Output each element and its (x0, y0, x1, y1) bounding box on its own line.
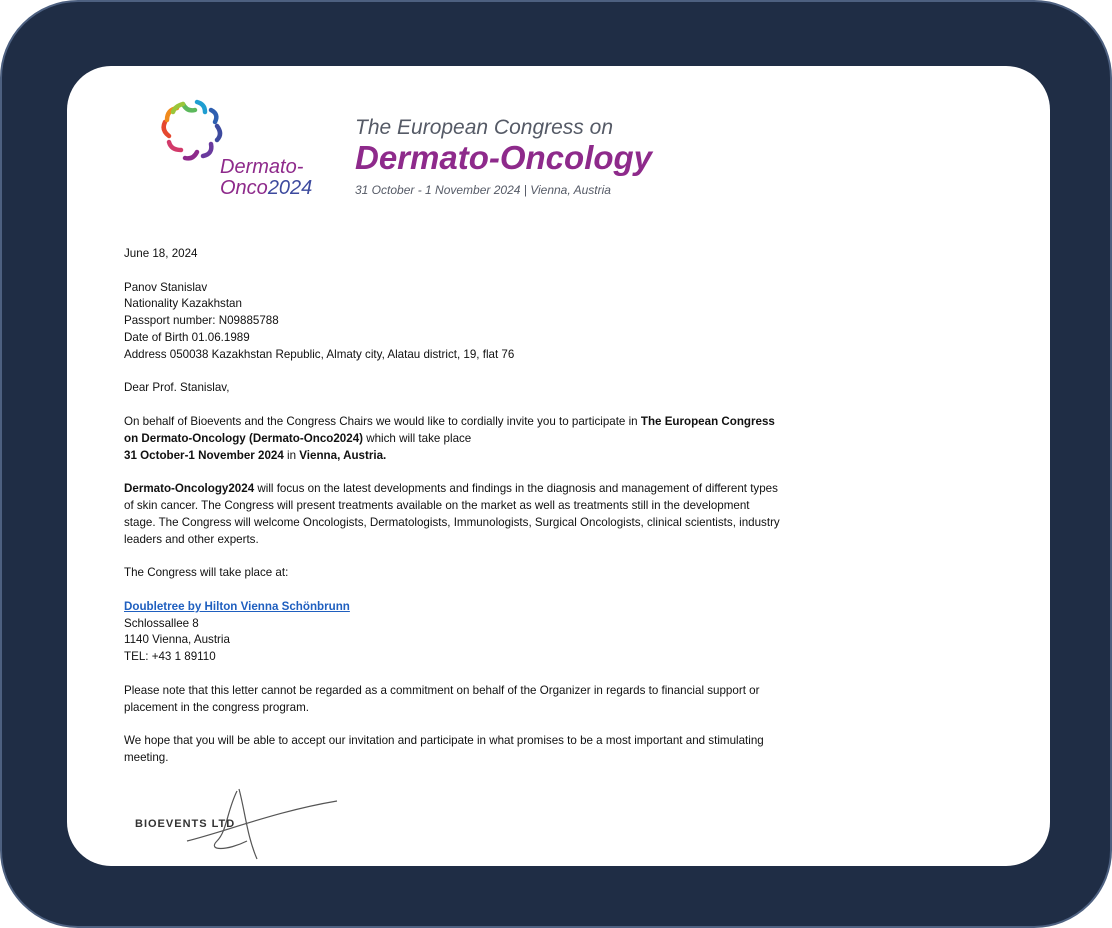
logo-line1: Dermato- (220, 156, 304, 178)
congress-subtitle: The European Congress on (355, 116, 613, 139)
logo-onco: Onco (220, 177, 268, 199)
venue-city: 1140 Vienna, Austria (124, 633, 230, 647)
letter-page (67, 66, 1050, 866)
venue-link[interactable]: Doubletree by Hilton Vienna Schönbrunn (124, 599, 350, 613)
disclaimer-paragraph: Please note that this letter cannot be regarded as a commitment on behalf of the Organizer in regards to financial support or placement in the congress program. (124, 683, 760, 714)
closing-paragraph: We hope that you will be able to accept our invitation and participate in what promises to be a most important and stimulating meeting. (124, 734, 764, 764)
congress-date-range: 31 October-1 November 2024 (124, 448, 284, 462)
congress-location: Vienna, Austria. (299, 448, 387, 462)
invitation-text: On behalf of Bioevents and the Congress Chairs we would like to cordially invite you to participate in (124, 414, 641, 428)
logo-year: 2024 (267, 177, 313, 199)
venue-intro: The Congress will take place at: (124, 566, 289, 580)
recipient-dob: Date of Birth 01.06.1989 (124, 330, 250, 344)
congress-short-name: Dermato-Oncology2024 (124, 482, 255, 496)
invitation-text-3: in (283, 448, 300, 462)
congress-name: The European Congress on Dermato-Oncology (Dermato-Onco2024) (124, 414, 775, 445)
invitation-paragraph (124, 414, 784, 464)
dermato-onco-logo (157, 96, 332, 206)
letter-date: June 18, 2024 (124, 247, 198, 260)
recipient-nationality: Nationality Kazakhstan (124, 297, 242, 311)
congress-dates: 31 October - 1 November 2024 | Vienna, Austria (355, 183, 611, 197)
salutation: Dear Prof. Stanislav, (124, 381, 230, 395)
recipient-passport: Passport number: N09885788 (124, 314, 279, 328)
recipient-name: Panov Stanislav (124, 280, 208, 294)
invitation-text-2: which will take place (363, 431, 472, 445)
recipient-address: Address 050038 Kazakhstan Republic, Almaty city, Alatau district, 19, flat 76 (124, 347, 515, 361)
venue-street: Schlossallee 8 (124, 616, 199, 630)
logo-line2 (220, 178, 312, 198)
congress-title: Dermato-Oncology (355, 139, 653, 176)
venue-phone: TEL: +43 1 89110 (124, 650, 216, 664)
focus-text: will focus on the latest developments and findings in the diagnosis and management of different types of skin cancer. The Congress will present treatments available on the market as well as treatments still in the development stage. The Congress will welcome Oncologists, Dermatologists, Immunologists, Surgical Oncologists, clinical scientists, industry leaders and other experts. (124, 482, 780, 546)
signature-label: BIOEVENTS LTD (135, 818, 236, 830)
focus-paragraph (124, 481, 784, 548)
letter-body (124, 246, 784, 767)
